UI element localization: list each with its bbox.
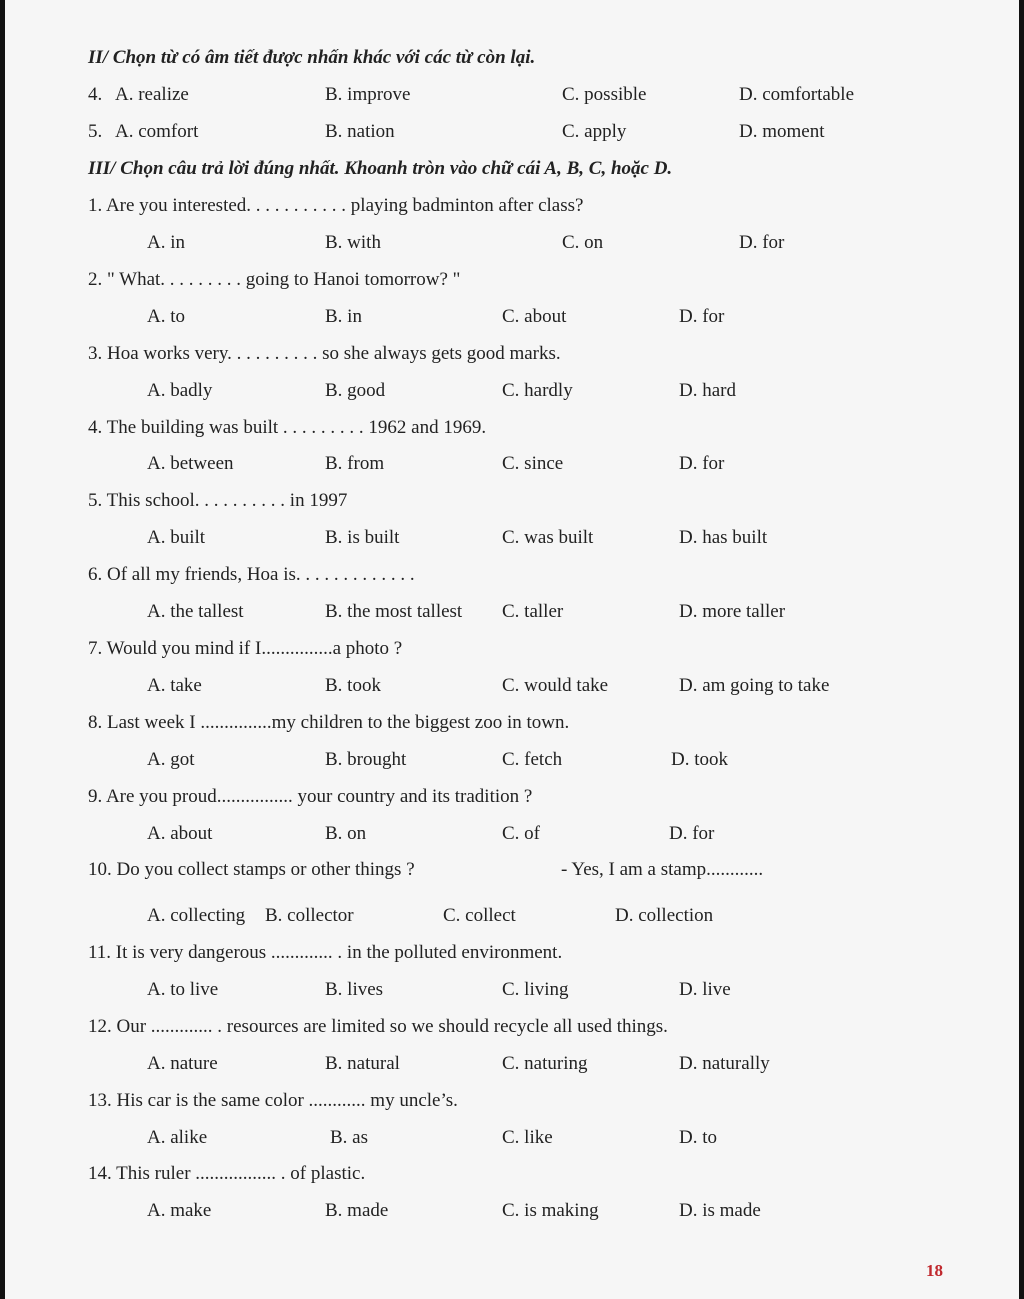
q4-option-c: C. since [502,453,564,474]
q7-option-c: C. would take [502,675,609,696]
question-3-text: 3. Hoa works very. . . . . . . . . . so she always gets good marks. [88,343,561,364]
q6-option-b: B. the most tallest [325,601,463,622]
q8-option-a: A. got [147,749,195,770]
question-6-text: 6. Of all my friends, Hoa is. . . . . . . . . . . . . [88,564,415,585]
q1-option-d: D. for [739,232,785,253]
s2-q4-option-c: C. possible [562,84,647,105]
q5-option-d: D. has built [679,527,768,548]
s2-q5-option-b: B. nation [325,121,395,142]
question-8-text: 8. Last week I ...............my children to the biggest zoo in town. [88,712,570,733]
q13-option-d: D. to [679,1127,717,1148]
question-14-text: 14. This ruler ................. . of plastic. [88,1163,366,1184]
q9-option-c: C. of [502,823,540,844]
q8-option-b: B. brought [325,749,407,770]
q14-option-a: A. make [147,1200,212,1221]
q10-option-b: B. collector [265,905,354,926]
s2-q5-option-a: A. comfort [115,121,199,142]
q6-option-a: A. the tallest [147,601,244,622]
q2-option-a: A. to [147,306,185,327]
s2-q5-option-d: D. moment [739,121,825,142]
s2-q4-option-a: A. realize [115,84,189,105]
q12-option-b: B. natural [325,1053,400,1074]
q9-option-b: B. on [325,823,367,844]
question-1-text: 1. Are you interested. . . . . . . . . . . playing badminton after class? [88,195,584,216]
q5-option-b: B. is built [325,527,400,548]
q3-option-c: C. hardly [502,380,573,401]
left-edge [0,0,5,1299]
question-5-text: 5. This school. . . . . . . . . . in 1997 [88,490,348,511]
q11-option-b: B. lives [325,979,384,1000]
q8-option-d: D. took [671,749,728,770]
q13-option-b: B. as [330,1127,368,1148]
s2-q4-option-b: B. improve [325,84,411,105]
q11-option-d: D. live [679,979,731,1000]
q14-option-d: D. is made [679,1200,761,1221]
s2-question-5-number: 5. [88,121,103,142]
section-2-heading: II/ Chọn từ có âm tiết được nhấn khác với các từ còn lại. [88,47,536,68]
s2-q4-option-d: D. comfortable [739,84,855,105]
q4-option-b: B. from [325,453,385,474]
q6-option-d: D. more taller [679,601,786,622]
question-2-text: 2. " What. . . . . . . . . going to Hanoi tomorrow? " [88,269,461,290]
q14-option-b: B. made [325,1200,389,1221]
q8-option-c: C. fetch [502,749,563,770]
q7-option-d: D. am going to take [679,675,830,696]
q9-option-a: A. about [147,823,213,844]
q9-option-d: D. for [669,823,715,844]
question-4-text: 4. The building was built . . . . . . . . . 1962 and 1969. [88,417,487,438]
q13-option-c: C. like [502,1127,553,1148]
q3-option-b: B. good [325,380,386,401]
question-7-text: 7. Would you mind if I...............a photo ? [88,638,403,659]
q5-option-a: A. built [147,527,206,548]
question-10-text: 10. Do you collect stamps or other things ? [88,859,415,880]
q1-option-a: A. in [147,232,185,253]
q11-option-c: C. living [502,979,569,1000]
q14-option-c: C. is making [502,1200,599,1221]
q12-option-d: D. naturally [679,1053,770,1074]
q2-option-b: B. in [325,306,362,327]
s2-q5-option-c: C. apply [562,121,627,142]
section-3-heading: III/ Chọn câu trả lời đúng nhất. Khoanh tròn vào chữ cái A, B, C, hoặc D. [88,158,673,179]
question-10-answer-prompt: - Yes, I am a stamp............ [561,859,764,880]
q11-option-a: A. to live [147,979,219,1000]
q2-option-d: D. for [679,306,725,327]
question-11-text: 11. It is very dangerous ............. . in the polluted environment. [88,942,563,963]
q4-option-d: D. for [679,453,725,474]
q7-option-b: B. took [325,675,381,696]
q10-option-d: D. collection [615,905,714,926]
q4-option-a: A. between [147,453,234,474]
q3-option-d: D. hard [679,380,736,401]
q7-option-a: A. take [147,675,202,696]
q12-option-c: C. naturing [502,1053,588,1074]
right-edge [1019,0,1024,1299]
q2-option-c: C. about [502,306,567,327]
q10-option-c: C. collect [443,905,516,926]
q1-option-c: C. on [562,232,604,253]
q10-option-a: A. collecting [147,905,246,926]
q1-option-b: B. with [325,232,381,253]
page-number: 18 [926,1261,943,1280]
question-13-text: 13. His car is the same color ............ my uncle’s. [88,1090,458,1111]
q6-option-c: C. taller [502,601,564,622]
q13-option-a: A. alike [147,1127,208,1148]
q5-option-c: C. was built [502,527,594,548]
question-9-text: 9. Are you proud................ your country and its tradition ? [88,786,533,807]
s2-question-4-number: 4. [88,84,103,105]
q12-option-a: A. nature [147,1053,218,1074]
question-12-text: 12. Our ............. . resources are limited so we should recycle all used things. [88,1016,668,1037]
q3-option-a: A. badly [147,380,213,401]
